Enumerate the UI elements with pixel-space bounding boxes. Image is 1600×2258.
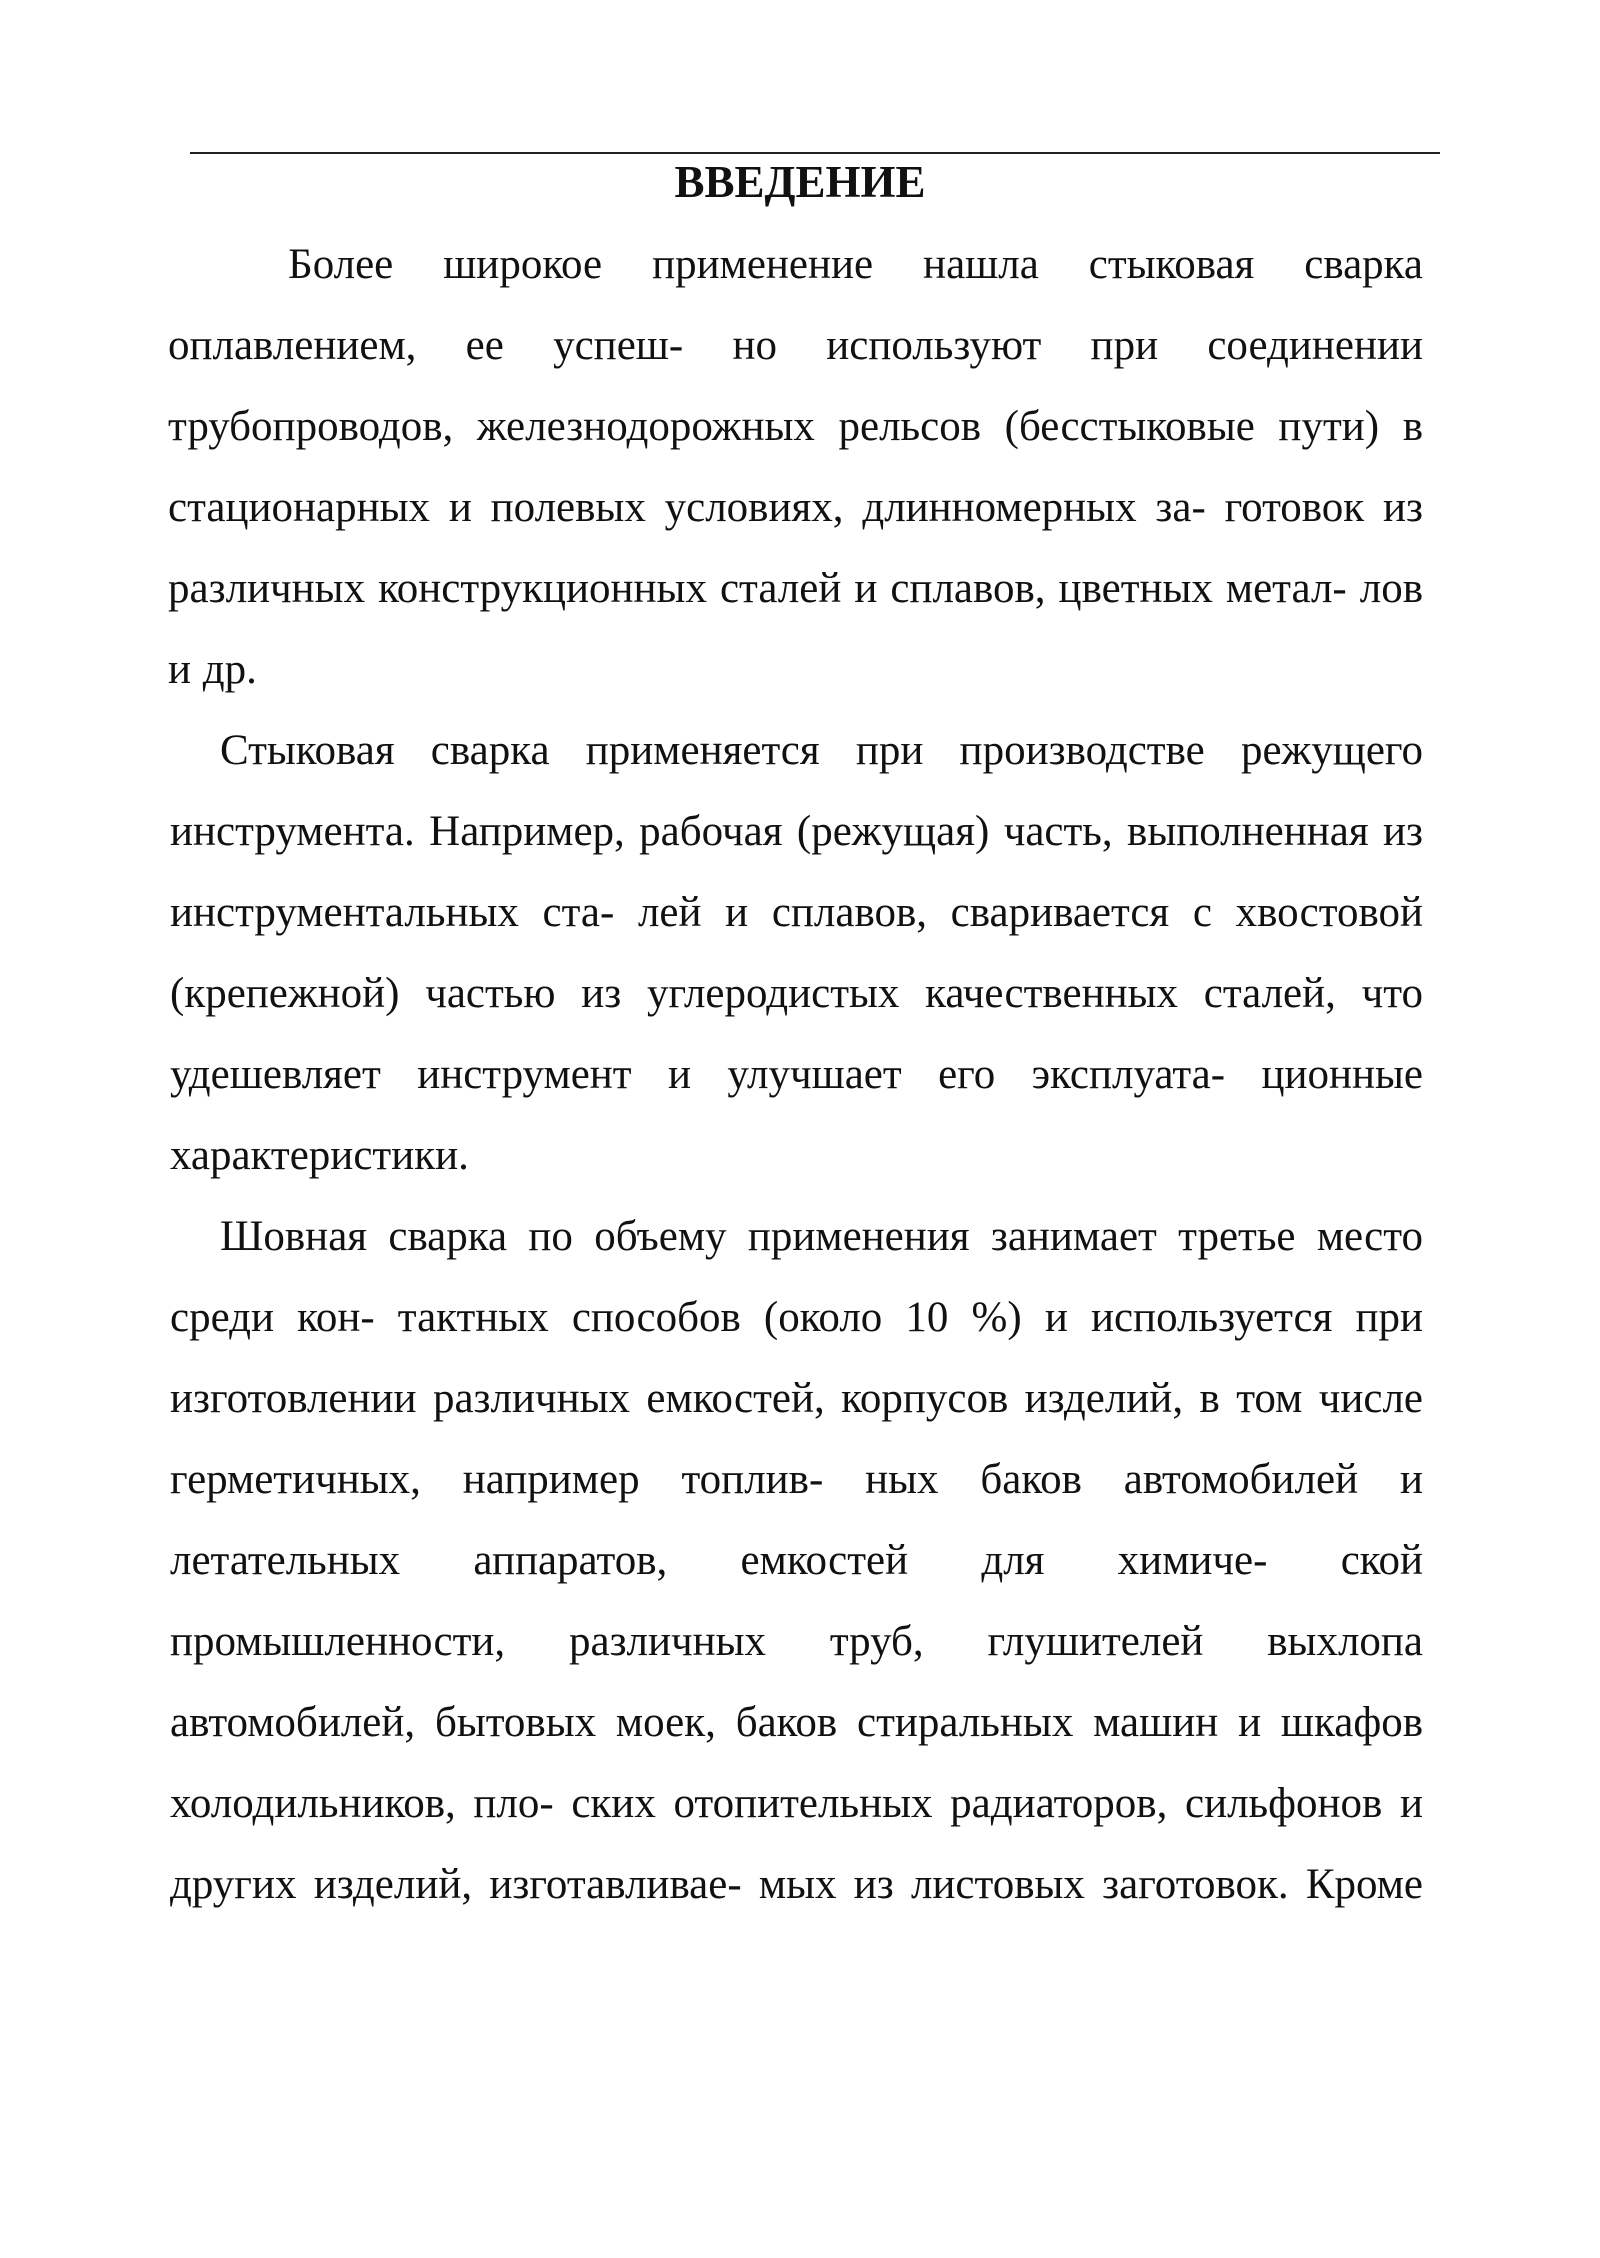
paragraph-seam-welding: Шовная сварка по объему применения занимает третье место среди кон- тактных способов (около 10 %) и используется при изготовлении различных емкостей, корпусов изделий, в том числе герметичных, например топлив- ных баков автомобилей и летательных аппаратов, емкостей для химиче- ской промышленности, различных труб, глушителей выхлопа автомобилей, бытовых моек, баков стиральных машин и шкафов холодильников, пло- ских отопительных радиаторов, сильфонов и других изделий, изготавливае- мых из листовых заготовок. Кроме xyxy=(170,1213,1423,1908)
paragraph-flash-butt-welding: Более широкое применение нашла стыковая сварка оплавлением, ее успеш- но используют при соединении трубопроводов, железнодорожных рельсов (бесстыковые пути) в стационарных и полевых условиях, длинномерных за- готовок из различных конструкционных сталей и сплавов, цветных метал- лов и др. xyxy=(168,241,1423,693)
body-text xyxy=(168,224,1423,1925)
paragraph-cutting-tools: Стыковая сварка применяется при производстве режущего инструмента. Например, рабочая (режущая) часть, выполненная из инструментальных ста- лей и сплавов, сваривается с хвостовой (крепежной) частью из углеродистых качественных сталей, что удешевляет инструмент и улучшает его эксплуата- ционные характеристики. xyxy=(170,727,1423,1179)
section-heading: ВВЕДЕНИЕ xyxy=(674,157,926,207)
